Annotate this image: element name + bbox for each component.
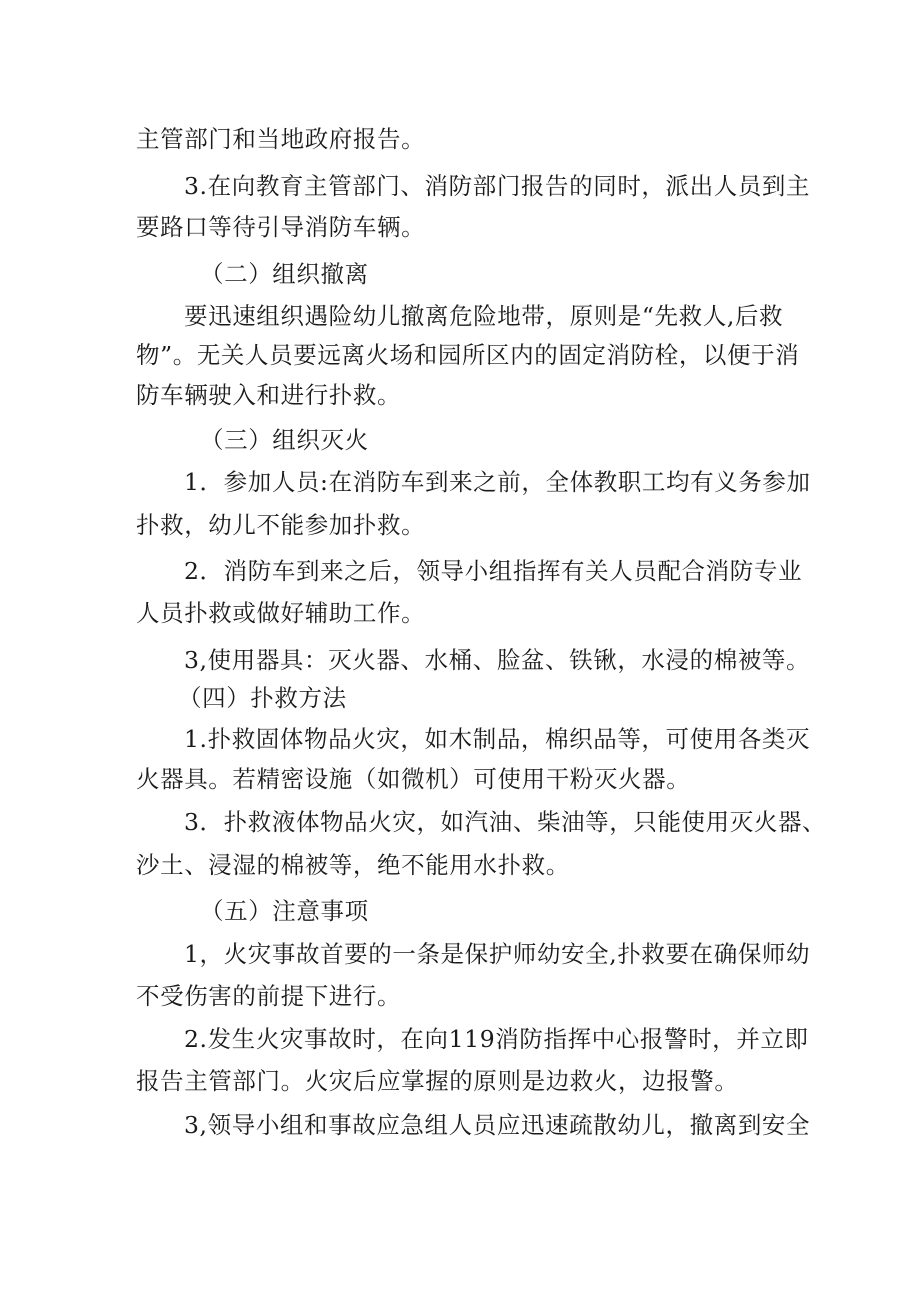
text-line: 2．消防车到来之后，领导小组指挥有关人员配合消防专业 [184, 557, 803, 585]
text-line: 2.发生火灾事故时，在向119消防指挥中心报警时，并立即 [184, 1025, 809, 1053]
text-line: 主管部门和当地政府报告。 [136, 125, 426, 153]
text-line: 3,领导小组和事故应急组人员应迅速疏散幼儿，撤离到安全 [184, 1111, 811, 1139]
text-line: 要迅速组织遇险幼儿撤离危险地带，原则是“先救人,后救 [184, 302, 784, 330]
section-heading: （四）扑救方法 [178, 684, 347, 712]
text-line: 防车辆驶入和进行扑救。 [136, 381, 402, 409]
section-heading: （五）注意事项 [200, 897, 369, 925]
text-line: 火器具。若精密设施（如微机）可使用干粉灭火器。 [136, 765, 691, 793]
text-line: 扑救，幼儿不能参加扑救。 [136, 511, 426, 539]
text-line: 3,使用器具：灭火器、水桶、脸盆、铁锹，水浸的棉被等。 [184, 646, 811, 674]
text-line: 1.扑救固体物品火灾，如木制品，棉织品等，可使用各类灭 [184, 725, 811, 753]
text-line: 3.在向教育主管部门、消防部门报告的同时，派出人员到主 [184, 172, 811, 200]
section-heading: （三）组织灭火 [200, 426, 369, 454]
text-line: 1．参加人员:在消防车到来之前，全体教职工均有义务参加 [184, 468, 811, 496]
text-line: 3．扑救液体物品火灾，如汽油、柴油等，只能使用灭火器、 [184, 808, 827, 836]
text-line: 报告主管部门。火灾后应掌握的原则是边救火，边报警。 [136, 1067, 739, 1095]
text-line: 人员扑救或做好辅助工作。 [136, 599, 426, 627]
text-line: 要路口等待引导消防车辆。 [136, 213, 426, 241]
text-line: 不受伤害的前提下进行。 [136, 982, 402, 1010]
text-line: 1，火灾事故首要的一条是保护师幼安全,扑救要在确保师幼 [184, 940, 811, 968]
text-line: 物”。无关人员要远离火场和园所区内的固定消防栓，以便于消 [136, 341, 800, 369]
section-heading: （二）组织撤离 [200, 260, 369, 288]
text-line: 沙土、浸湿的棉被等，绝不能用水扑救。 [136, 851, 570, 879]
